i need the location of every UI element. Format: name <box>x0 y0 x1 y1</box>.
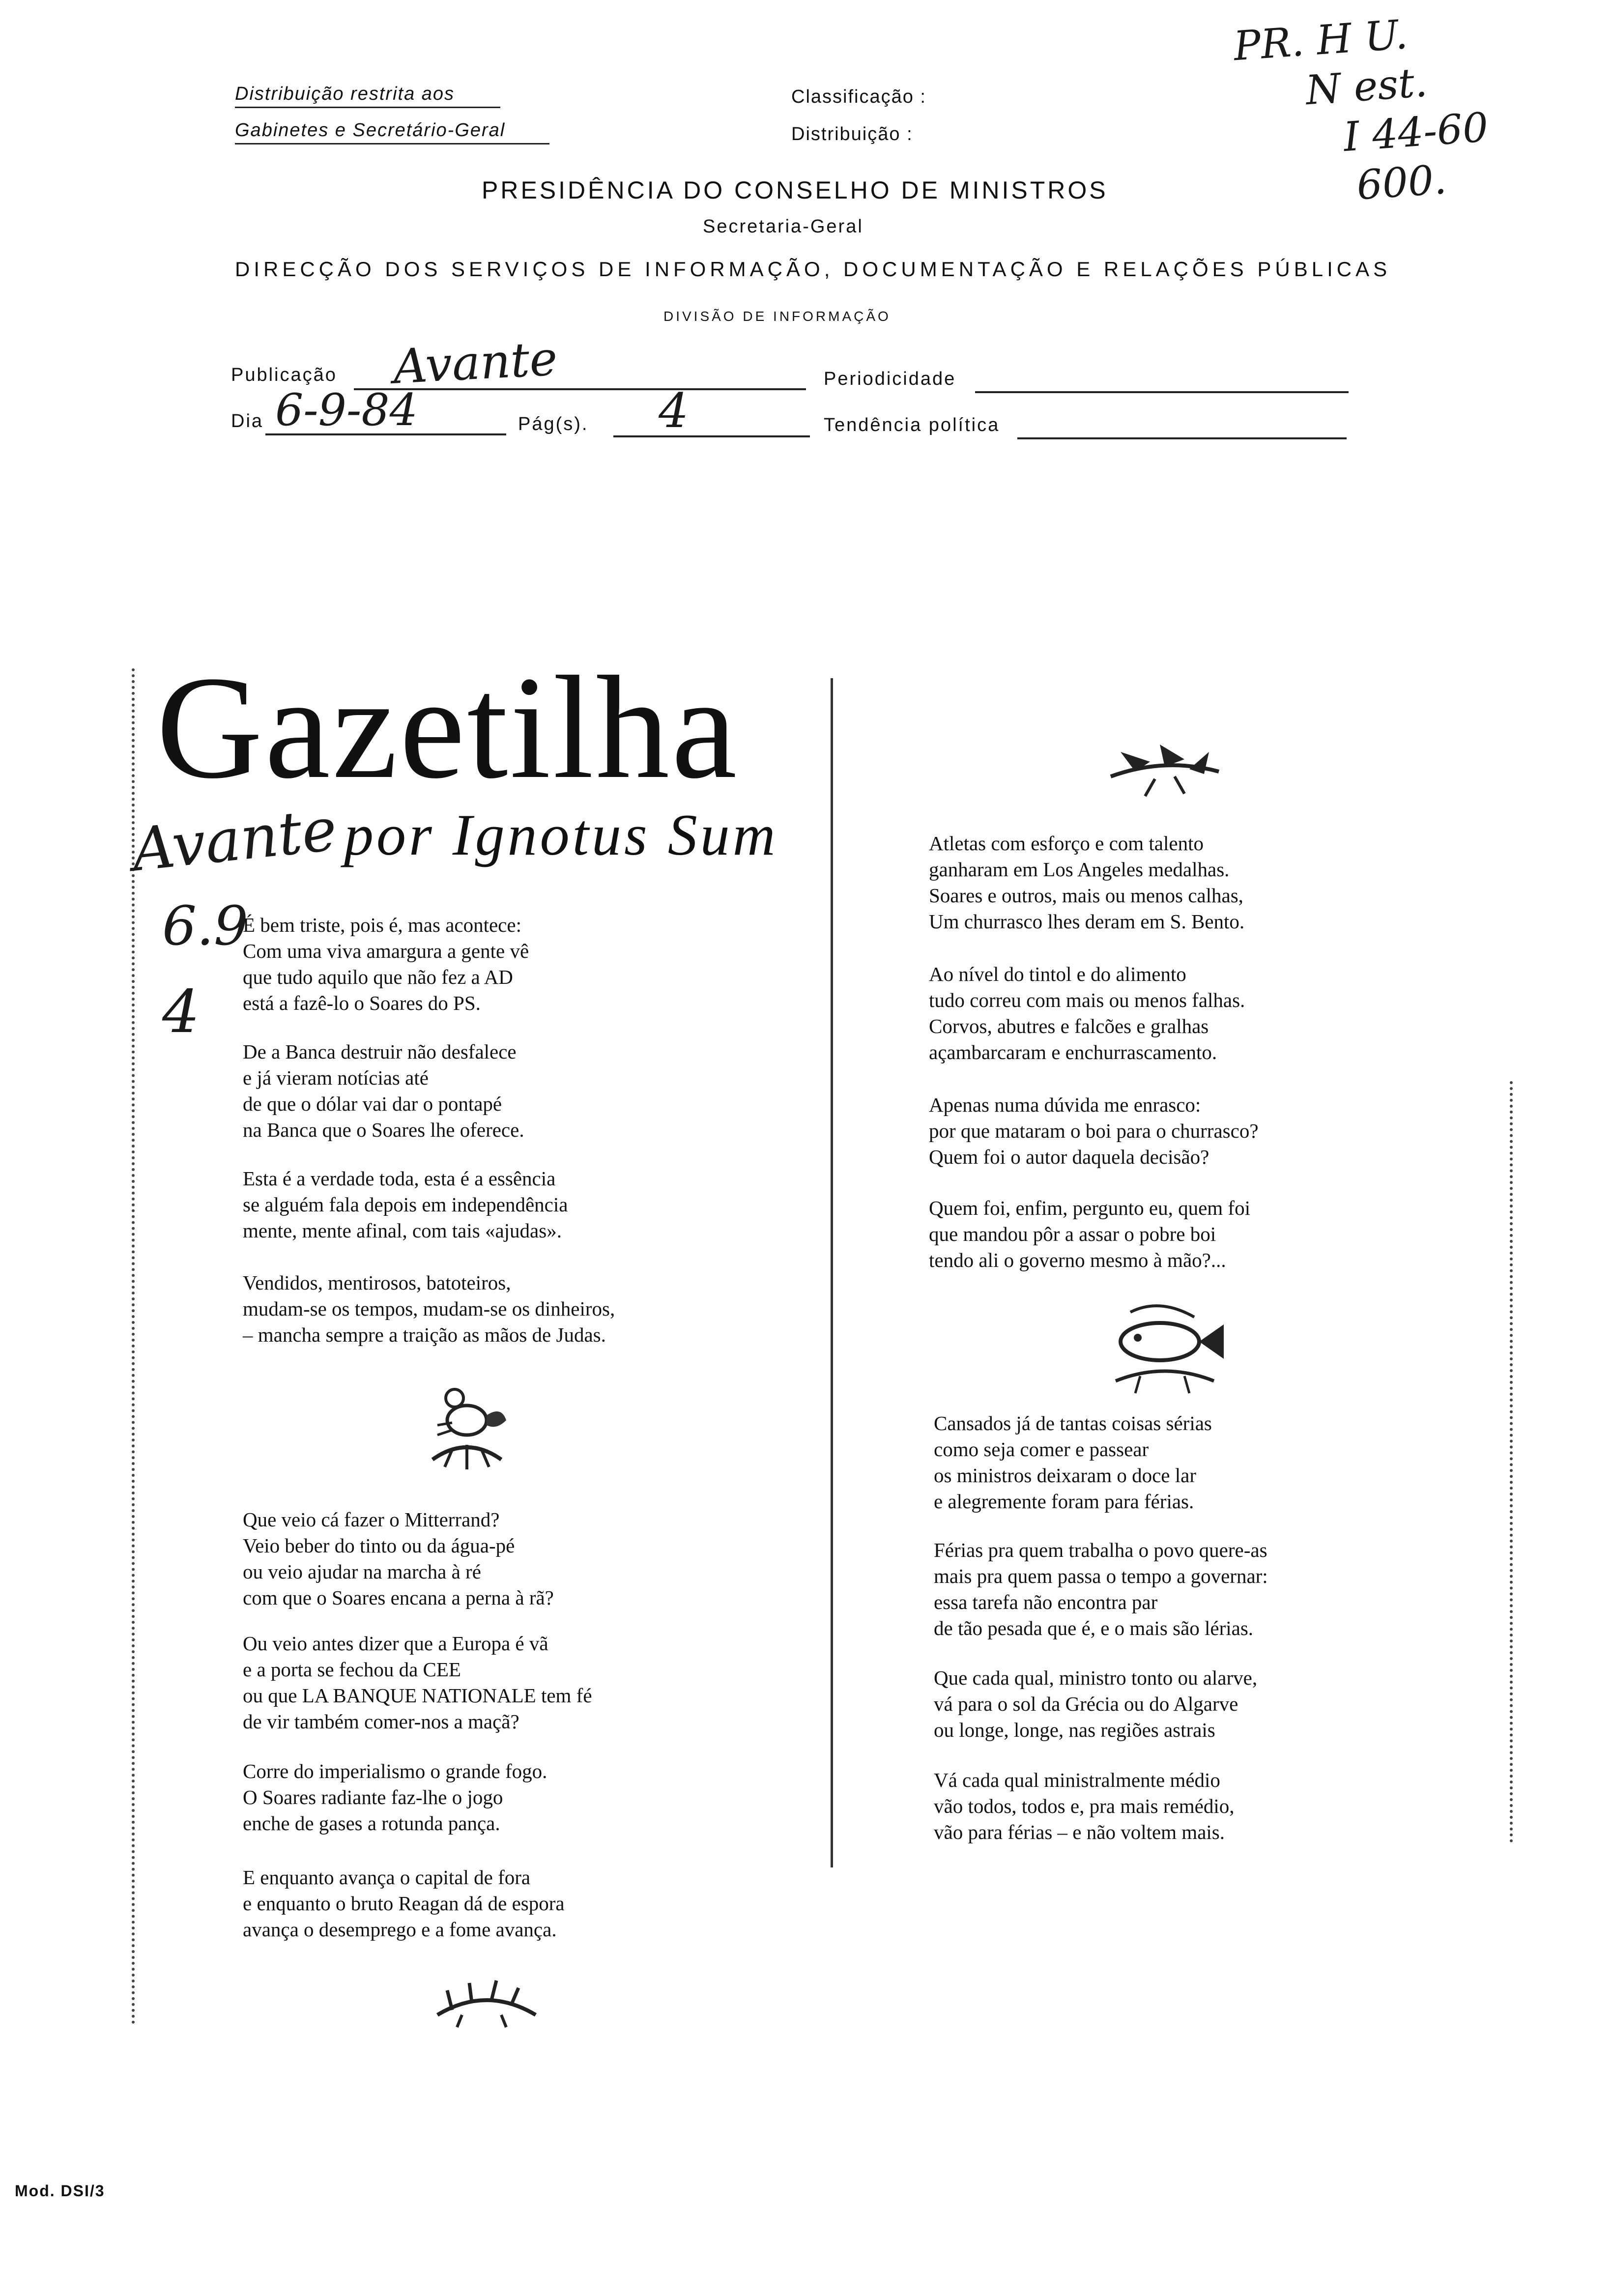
left-stanza: Ou veio antes dizer que a Europa é vã e a porta se fechou da CEE ou que LA BANQUE NATIONALE tem fé de vir também comer-nos a maçã? <box>243 1632 592 1733</box>
right-stanza: Vá cada qual ministralmente médio vão todos, todos e, pra mais remédio, vão para férias – e não voltem mais. <box>934 1769 1235 1843</box>
direccao-line: DIRECÇÃO DOS SERVIÇOS DE INFORMAÇÃO, DOCUMENTAÇÃO E RELAÇÕES PÚBLICAS <box>235 258 1391 281</box>
bird-on-branch-ornament <box>418 1376 516 1474</box>
left-stanza: É bem triste, pois é, mas acontece: Com uma viva amargura a gente vê que tudo aquilo que não fez a AD está a fazê-lo o Soares do PS. <box>243 914 529 1014</box>
dia-label: Dia <box>231 411 264 431</box>
tendencia-label: Tendência política <box>824 415 1000 435</box>
bird-flight-ornament <box>1101 737 1229 801</box>
fish-ornament <box>1101 1297 1229 1396</box>
clipping-title: Gazetilha <box>156 646 739 809</box>
restricted-text-2: Gabinetes e Secretário-Geral <box>235 120 506 141</box>
corner-annotation-line4: 600. <box>1355 156 1448 209</box>
right-stanza: Quem foi, enfim, pergunto eu, quem foi que mandou pôr a assar o pobre boi tendo ali o governo mesmo à mão?... <box>929 1197 1250 1271</box>
form-model-code: Mod. DSI/3 <box>15 2182 105 2200</box>
dia-value: 6-9-84 <box>275 384 418 436</box>
right-zigzag-border <box>1510 1081 1513 1843</box>
corner-annotation <box>1232 0 1599 219</box>
leaf-sprig-ornament <box>432 1976 541 2030</box>
handwritten-side-date: 6.9 <box>162 894 248 957</box>
right-stanza: Ao nível do tintol e do alimento tudo correu com mais ou menos falhas. Corvos, abutres e falcões e gralhas açambarcaram e enchurrascamento. <box>929 963 1245 1063</box>
left-stanza: De a Banca destruir não desfalece e já vieram notícias até de que o dólar vai dar o pontapé na Banca que o Soares lhe oferece. <box>243 1040 524 1141</box>
restricted-text-1: Distribuição restrita aos <box>235 84 455 104</box>
restricted-line-2 <box>235 120 549 144</box>
right-stanza: Férias pra quem trabalha o povo quere-as mais pra quem passa o tempo a governar: essa tarefa não encontra par de tão pesada que é, e o mais são lérias. <box>934 1539 1268 1639</box>
pags-value: 4 <box>659 383 689 438</box>
right-stanza: Que cada qual, ministro tonto ou alarve, vá para o sol da Grécia ou do Algarve ou longe, longe, nas regiões astrais <box>934 1666 1258 1741</box>
org-title: PRESIDÊNCIA DO CONSELHO DE MINISTROS <box>482 176 1108 204</box>
left-stanza: E enquanto avança o capital de fora e enquanto o bruto Reagan dá de espora avança o desemprego e a fome avança. <box>243 1866 565 1941</box>
org-subtitle: Secretaria-Geral <box>703 216 864 237</box>
handwritten-side-publication: Avante <box>128 795 340 885</box>
left-stanza: Corre do imperialismo o grande fogo. O Soares radiante faz-lhe o jogo enche de gases a rotunda pança. <box>243 1760 547 1835</box>
periodicidade-line <box>975 391 1349 393</box>
divisao-line: DIVISÃO DE INFORMAÇÃO <box>663 309 891 324</box>
corner-annotation-line3: I 44-60 <box>1342 104 1490 161</box>
restricted-line-1 <box>235 84 500 108</box>
column-divider <box>831 678 833 1867</box>
right-stanza: Atletas com esforço e com talento ganharam em Los Angeles medalhas. Soares e outros, mais ou menos calhas, Um churrasco lhes deram em S. Bento. <box>929 832 1245 933</box>
right-stanza: Cansados já de tantas coisas sérias como seja comer e passear os ministros deixaram o doce lar e alegremente foram para férias. <box>934 1412 1212 1513</box>
left-stanza: Vendidos, mentirosos, batoteiros, mudam-se os tempos, mudam-se os dinheiros, – mancha sempre a traição as mãos de Judas. <box>243 1271 615 1346</box>
corner-annotation-line2: N est. <box>1304 59 1429 115</box>
periodicidade-label: Periodicidade <box>824 369 956 389</box>
corner-annotation-line1: PR. H U. <box>1232 11 1410 70</box>
handwritten-side-page: 4 <box>162 978 200 1046</box>
pags-line <box>613 435 810 437</box>
right-stanza: Apenas numa dúvida me enrasco: por que mataram o boi para o churrasco? Quem foi o autor daquela decisão? <box>929 1093 1259 1168</box>
clipping-byline: por Ignotus Sum <box>344 802 778 867</box>
tendencia-line <box>1017 437 1347 439</box>
publicacao-value: Avante <box>392 331 559 395</box>
pags-label: Pág(s). <box>518 414 589 434</box>
classificacao-label: Classificação : <box>791 86 926 107</box>
publicacao-label: Publicação <box>231 365 337 385</box>
distribuicao-label: Distribuição : <box>791 124 913 144</box>
left-stanza: Esta é a verdade toda, esta é a essência se alguém fala depois em independência mente, mente afinal, com tais «ajudas». <box>243 1167 568 1242</box>
left-stanza: Que veio cá fazer o Mitterrand? Veio beber do tinto ou da água-pé ou veio ajudar na marcha à ré com que o Soares encana a perna à rã? <box>243 1508 554 1609</box>
